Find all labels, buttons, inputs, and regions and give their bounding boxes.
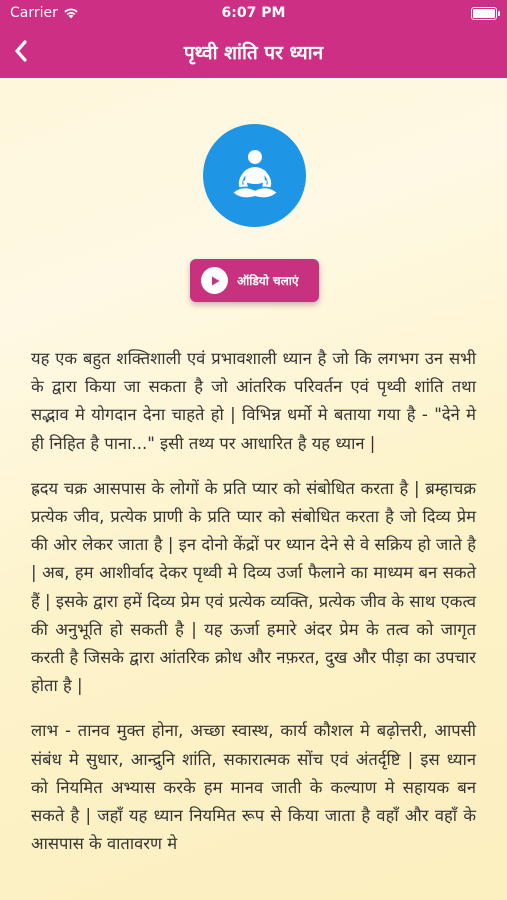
status-time: 6:07 PM [221, 5, 286, 21]
meditation-icon-circle [203, 124, 306, 227]
play-audio-button[interactable] [190, 259, 319, 302]
status-bar [0, 0, 507, 26]
paragraph-intro: यह एक बहुत शक्तिशाली एवं प्रभावशाली ध्यान है जो कि लगभग उन सभी के द्वारा किया जा सकता है जो आंतरिक परिवर्तन एवं पृथ्वी शांति तथा सद्भाव मे योगदान देना चाहते हो | विभिन्न धर्मो मे बताया गया है - "देने मे ही निहित है पाना..." इसी तथ्य पर आधारित है यह ध्यान | [31, 349, 476, 453]
meditation-icon [225, 146, 285, 206]
carrier-label: Carrier [10, 5, 58, 21]
play-icon [201, 267, 228, 294]
description-text [31, 345, 476, 875]
paragraph-heart-chakra: ह्रदय चक्र आसपास के लोगों के प्रति प्यार को संबोधित करता है | ब्रम्हाचक्र प्रत्येक जीव, प्रत्येक प्राणी के प्रति प्यार को संबोधित करता है जो दिव्य प्रेम की ओर लेकर जाता है | इन दोनो केंद्रों पर ध्यान देने से वे सक्रिय हो जाते है | अब, हम आशीर्वाद देकर पृथ्वी मे दिव्य उर्जा फैलाने का माध्यम बन सकते हैं | इसके द्वारा हमें दिव्य प्रेम एवं प्रत्येक व्यक्ति, प्रत्येक जीव के साथ एकत्व की अनुभूति हो सकती है | यह ऊर्जा हमारे अंदर प्रेम के तत्व को जागृत करती है जिसके द्वारा आंतरिक क्रोध और नफ़रत, दुख और पीड़ा का उपचार होता है | [31, 478, 476, 696]
page-title: पृथ्वी शांति पर ध्यान [183, 42, 324, 64]
battery-icon [471, 7, 497, 20]
play-audio-label: ऑडियो चलाएं [237, 274, 299, 288]
nav-bar [0, 26, 507, 78]
paragraph-benefits: लाभ - तानव मुक्त होना, अच्छा स्वास्थ, कार्य कौशल मे बढ़ोत्तरी, आपसी संबंध मे सुधार, आन्द्रुनि शांति, सकारात्मक सोंच एवं अंतर्दृष्टि | इस ध्यान को नियमित अभ्यास करके हम मानव जाती के कल्याण मे सहायक बन सकते है | जहाँ यह ध्यान नियमित रूप से किया जाता है वहाँ और वहाँ के आसपास के वातावरण मे [31, 721, 476, 854]
